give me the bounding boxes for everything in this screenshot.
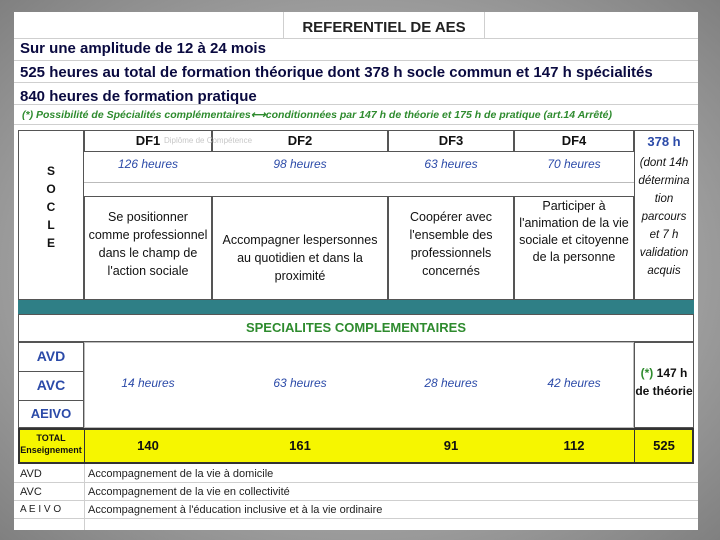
total-label: TOTAL Enseignement xyxy=(20,433,82,455)
watermark: Diplôme de Compétence xyxy=(164,136,253,145)
legend-aeivo-abbr: A E I V O xyxy=(20,504,62,515)
spec-df3-hours: 28 heures xyxy=(424,376,478,390)
intro-line-2: 525 heures au total de formation théorique dont 378 h socle commun et 147 h spécialités xyxy=(20,64,653,81)
total-all: 525 xyxy=(653,438,675,453)
df3-code: DF3 xyxy=(438,133,464,148)
df1-hours: 126 heures xyxy=(117,157,179,171)
specialites-title: SPECIALITES COMPLEMENTAIRES xyxy=(245,320,467,335)
df3-description: Coopérer avec l'ensemble des professionnels concernés xyxy=(409,210,493,278)
socle-total-note: (dont 14h détermina tion parcours et 7 h validation acquis xyxy=(638,157,690,277)
legend-avc-abbr: AVC xyxy=(20,486,42,498)
legend-aeivo-text: Accompagnement à l'éducation inclusive et à la vie ordinaire xyxy=(88,504,383,516)
df2-code: DF2 xyxy=(287,133,313,148)
page-title: REFERENTIEL DE AES xyxy=(302,19,466,36)
df4-code: DF4 xyxy=(561,133,587,148)
total-df4: 112 xyxy=(563,438,585,453)
legend-avd-abbr: AVD xyxy=(20,468,42,480)
intro-line-1: Sur une amplitude de 12 à 24 mois xyxy=(20,40,266,57)
socle-letters: S O C L E xyxy=(46,164,56,250)
specialites-note: (*) Possibilité de Spécialités complémentaires⟷conditionnées par 147 h de théorie et 175 h de pratique (art.14 Arrêté) xyxy=(22,109,613,121)
df4-description: Participer à l'animation de la vie sociale et citoyenne de la personne xyxy=(519,199,629,264)
total-df2: 161 xyxy=(289,438,311,453)
spec-df1-hours: 14 heures xyxy=(121,376,175,390)
spec-total-note: (*) 147 h de théorie xyxy=(635,366,693,398)
spreadsheet xyxy=(14,12,698,530)
legend-avd-text: Accompagnement de la vie à domicile xyxy=(88,468,274,480)
socle-total-hours: 378 h xyxy=(647,134,681,149)
total-df3: 91 xyxy=(443,438,459,453)
legend-avc-text: Accompagnement de la vie en collectivité xyxy=(88,486,290,498)
spec-row-aeivo: AEIVO xyxy=(30,406,72,421)
df2-hours: 98 heures xyxy=(273,157,327,171)
spec-df2-hours: 63 heures xyxy=(273,376,327,390)
df1-description: Se positionner comme professionnel dans le champ de l'action sociale xyxy=(88,210,208,278)
separator-bar xyxy=(18,300,694,314)
spec-df4-hours: 42 heures xyxy=(547,376,601,390)
intro-line-3: 840 heures de formation pratique xyxy=(20,88,257,105)
spec-row-avc: AVC xyxy=(36,377,66,393)
df3-hours: 63 heures xyxy=(424,157,478,171)
df1-code: DF1 xyxy=(135,133,161,148)
spec-row-avd: AVD xyxy=(36,348,66,364)
df2-description: Accompagner lespersonnes au quotidien et dans la proximité xyxy=(222,233,378,283)
df4-hours: 70 heures xyxy=(547,157,601,171)
total-df1: 140 xyxy=(137,438,159,453)
